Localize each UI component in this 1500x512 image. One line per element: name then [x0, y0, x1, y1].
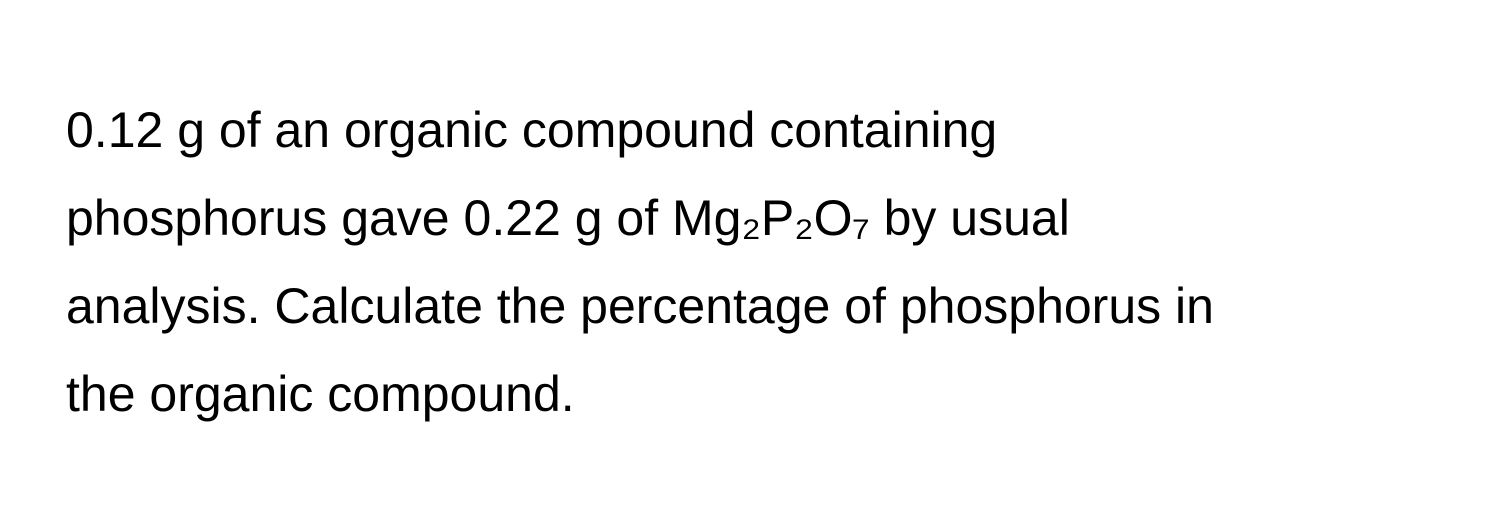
question-line-1: 0.12 g of an organic compound containing: [66, 102, 998, 158]
question-line-4: the organic compound.: [66, 366, 575, 422]
question-line-2: phosphorus gave 0.22 g of Mg₂P₂O₇ by usual: [66, 190, 1070, 246]
question-line-3: analysis. Calculate the percentage of phosphorus in: [66, 278, 1214, 334]
question-text: [66, 86, 1446, 438]
